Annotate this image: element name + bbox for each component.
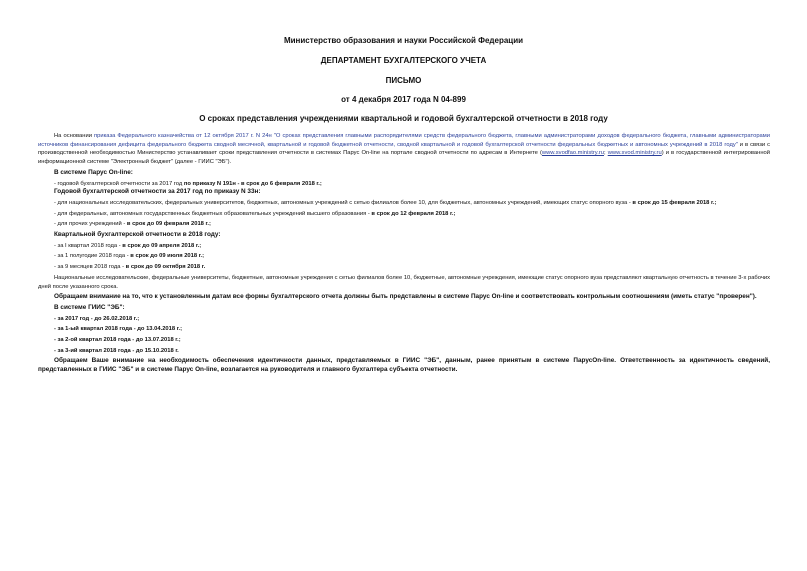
item-text: - за 9 месяцев 2018 года - [54,264,126,271]
item-deadline: в срок до 12 февраля 2018 г.; [371,210,456,217]
item-text: - за I квартал 2018 года - [54,242,123,249]
list-item: - за 3-ий квартал 2018 года - до 15.10.2018 г. [54,347,179,354]
list-item [38,210,770,219]
list-item [38,252,770,261]
attention-paragraph-2: Обращаем Ваше внимание на необходимость обеспечения идентичности данных, представляемых в ГИИС "ЭБ", данным, ранее принятым в системе ПарусOn-line. Ответственность за идентичность сведений, представленных в ГИИС "ЭБ" и в системе Парус On-line, возлагается на руководителя и главного бухгалтера субъекта отчетности. [38,357,770,374]
list-item [38,220,770,229]
intro-text-end: ) и в государственной интегрированной информационной системе "Электронный бюджет" (далее - ГИИС "ЭБ"). [38,150,770,166]
list-item [38,199,770,208]
item-deadline: в срок до 09 апреля 2018 г.; [122,242,202,249]
document-subject: О сроках представления учреждениями квартальной и годовой бухгалтерской отчетности в 2018 году [199,114,608,123]
quarterly-note: Национальные исследовательские, федеральные университеты, бюджетные, автономные учреждения с сетью филиалов более 10, бюджетные, автономные учреждения, имеющие статус опорного вуза представляют квартальную отчетность в течение 3-х рабочих дней после указанного срока. [38,274,770,290]
item-deadline: в срок до 09 октября 2018 г. [125,264,206,271]
svodfao-url-link[interactable]: www.svodfao.ministry.ru [541,150,604,157]
document-body [38,132,770,375]
url-separator: ; [604,150,608,157]
ministry-title: Министерство образования и науки Российской Федерации [283,36,524,45]
order-link[interactable]: приказа Федерального казначейства от 12 октября 2017 г. N 24н "О сроках представления главными распорядителями средств федерального бюджета, главными администраторами доходов федерального бюджета, главными администраторами источников финансирования дефицита федерального бюджета сводной месячной, квартальной и годовой бюджетной отчетности, сводной квартальной и годовой бухгалтерской отчетности федеральных бюджетных и автономных учреждений в 2018 году" [38,133,770,148]
quarterly-heading: Квартальной бухгалтерской отчетности в 2018 году: [54,231,221,239]
attention-paragraph-1: Обращаем внимание на то, что к установленным датам все формы бухгалтерского отчета должны быть представлены в системе Парус On-line и соответствовать контрольным соотношениям (иметь статус "проверен"). [54,293,757,301]
item-text: - для прочих учреждений - [54,221,127,228]
intro-text-mid: и в связи с производственной необходимостью Министерство устанавливает сроки представления отчетности в системах Парус On-line на портале сводной отчетности по адресам в Интернете ( [38,141,770,157]
list-item: - за 2017 год - до 26.02.2018 г.; [54,315,140,322]
svod-url-link[interactable]: www.svod.ministry.ru [607,150,662,157]
intro-text-start: На основании [54,133,95,139]
parus-heading: В системе Парус On-line: [54,168,133,176]
document-date-number: от 4 декабря 2017 года N 04-899 [341,95,466,104]
department-title: ДЕПАРТАМЕНТ БУХГАЛТЕРСКОГО УЧЕТА [320,56,487,65]
item-deadline: в срок до 15 февраля 2018 г.; [632,199,717,206]
item-text: - для национальных исследовательских, федеральных университетов, бюджетных, автономных учреждений с сетью филиалов более 10, для бюджетных, автономных учреждений, имеющих статус опорного вуза - [54,199,633,206]
intro-paragraph [38,132,770,167]
list-item [38,242,770,251]
item-deadline: в срок до 09 июля 2018 г.; [130,253,205,260]
item-text: - за 1 полугодие 2018 года - [54,253,131,260]
item-deadline: в срок до 09 февраля 2018 г.; [126,221,211,228]
list-item [38,263,770,272]
list-item: - за 2-ой квартал 2018 года - до 13.07.2018 г.; [54,337,181,344]
item-deadline: по приказу N 191н - в срок до 6 февраля 2018 г.; [183,180,322,187]
item-text: - годовой бухгалтерской отчетности за 2017 год [54,180,184,187]
giis-heading: В системе ГИИС "ЭБ": [54,303,125,311]
document-type: ПИСЬМО [385,76,422,85]
list-item: - за 1-ый квартал 2018 года - до 13.04.2018 г.; [54,326,183,333]
item-text: - для федеральных, автономных государственных бюджетных образовательных учреждений высшего образования - [54,210,372,217]
list-item [38,180,770,189]
annual33-heading: Годовой бухгалтерской отчетности за 2017 год по приказу N 33н: [54,188,261,196]
